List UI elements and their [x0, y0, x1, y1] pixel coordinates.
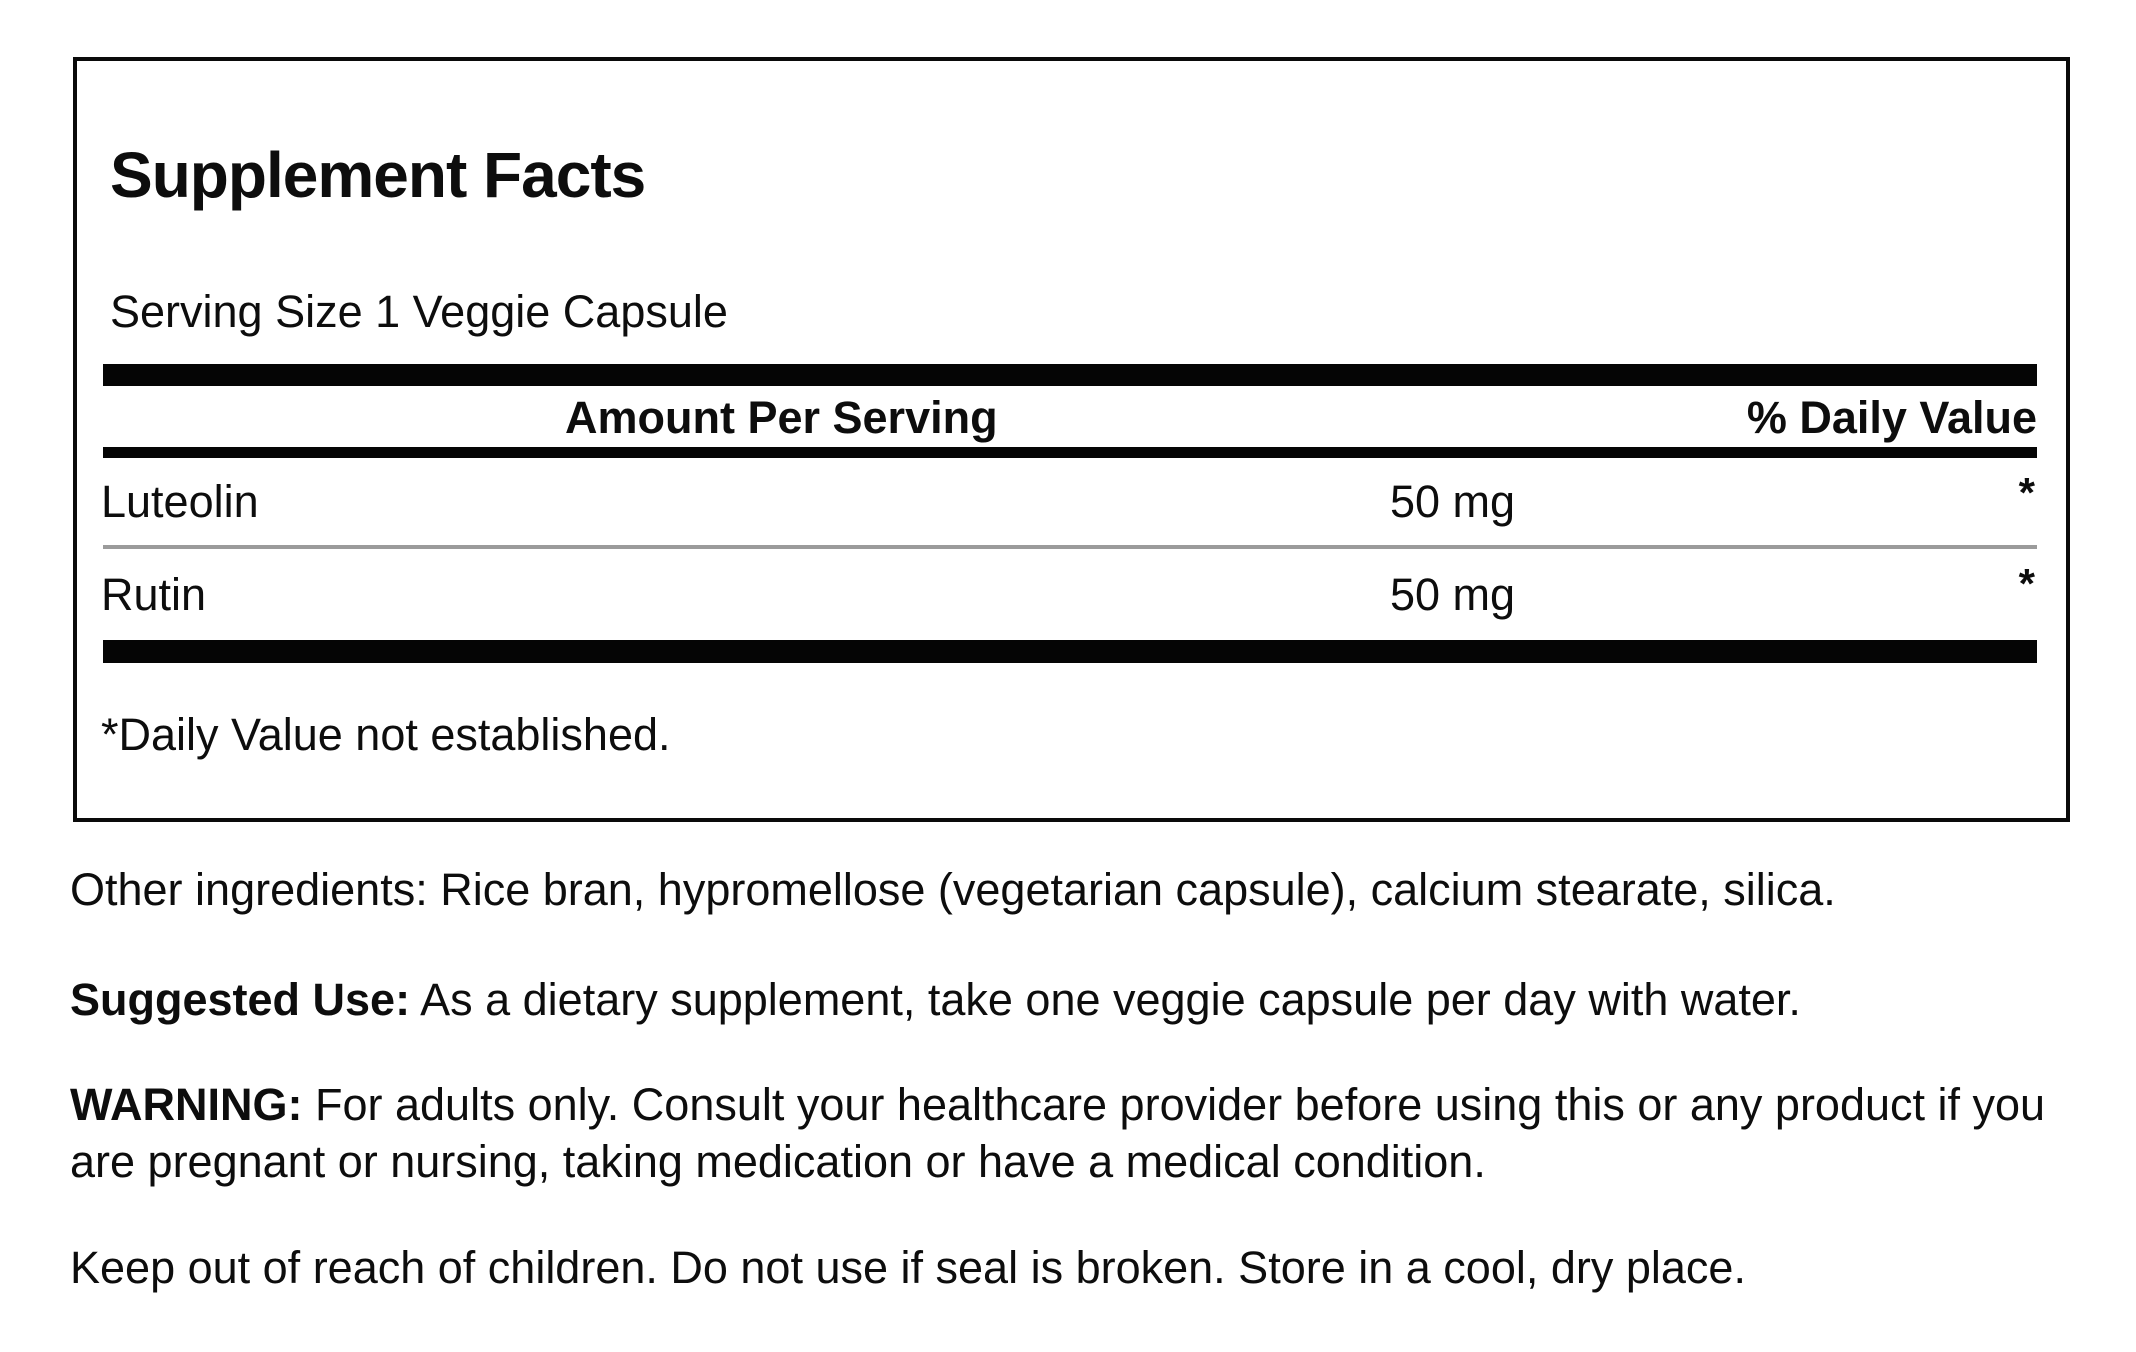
ingredient-amount: 50 mg	[1390, 475, 1516, 527]
thick-rule-bottom	[103, 640, 2037, 663]
thick-rule-top	[103, 364, 2037, 386]
thin-rule-header	[103, 447, 2037, 458]
ingredient-daily-value-asterisk: *	[2018, 560, 2035, 607]
serving-size-text: Serving Size 1 Veggie Capsule	[110, 286, 728, 337]
table-row	[101, 549, 2037, 640]
warning-label: WARNING:	[70, 1079, 303, 1130]
storage-paragraph: Keep out of reach of children. Do not use if seal is broken. Store in a cool, dry place.	[70, 1242, 1746, 1293]
ingredient-amount: 50 mg	[1390, 568, 1516, 620]
ingredient-daily-value-asterisk: *	[2018, 469, 2035, 516]
table-header-row	[103, 389, 2037, 447]
suggested-use-paragraph	[70, 971, 2080, 1028]
suggested-use-label: Suggested Use:	[70, 974, 411, 1025]
daily-value-footnote: *Daily Value not established.	[101, 709, 671, 760]
ingredient-name: Rutin	[101, 568, 207, 620]
supplement-facts-panel	[73, 57, 2070, 822]
amount-per-serving-header: Amount Per Serving	[565, 392, 998, 443]
other-ingredients-paragraph: Other ingredients: Rice bran, hypromellose (vegetarian capsule), calcium stearate, silica.	[70, 864, 1836, 915]
suggested-use-text: As a dietary supplement, take one veggie capsule per day with water.	[410, 974, 1801, 1025]
warning-paragraph	[70, 1076, 2080, 1190]
ingredient-name: Luteolin	[101, 475, 259, 527]
panel-title: Supplement Facts	[110, 139, 646, 211]
daily-value-header: % Daily Value	[1746, 392, 2037, 443]
warning-text: For adults only. Consult your healthcare provider before using this or any product if you are pregnant or nursing, taking medication or have a medical condition.	[70, 1079, 2046, 1187]
table-row	[101, 458, 2037, 545]
